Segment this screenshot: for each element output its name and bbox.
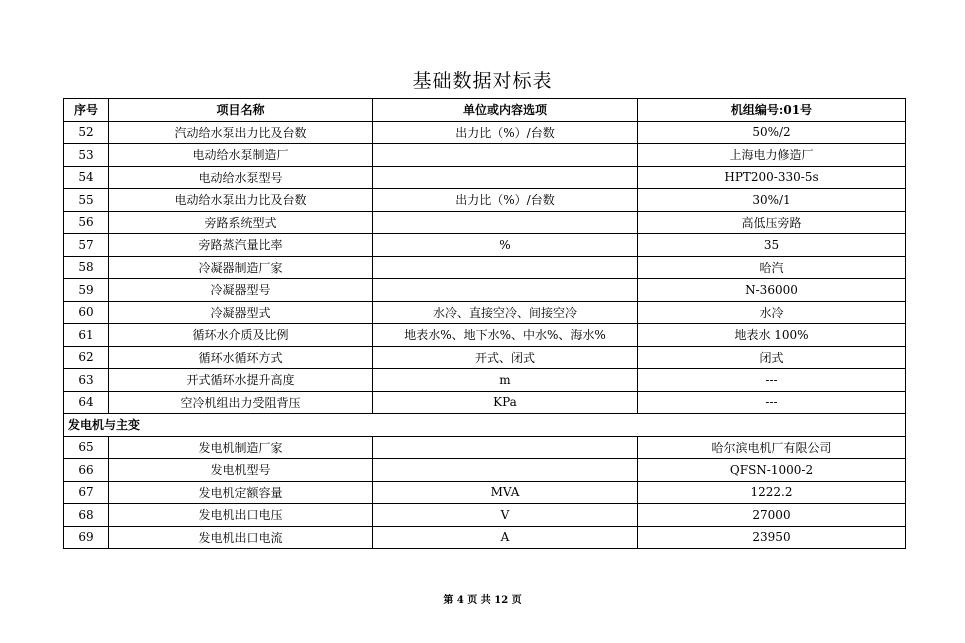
cell-unit [373,279,638,302]
table-row [64,526,906,549]
cell-unit: 出力比（%）/台数 [373,121,638,144]
cell-unit: A [373,526,638,549]
table-row [64,279,906,302]
cell-name: 开式循环水提升高度 [109,369,373,392]
table-row [64,144,906,167]
cell-no: 63 [64,369,109,392]
cell-unit: 地表水%、地下水%、中水%、海水% [373,324,638,347]
table-row [64,121,906,144]
header-unit: 单位或内容选项 [373,99,638,122]
cell-no: 66 [64,459,109,482]
header-no: 序号 [64,99,109,122]
cell-value: 高低压旁路 [638,211,906,234]
cell-name: 冷凝器型号 [109,279,373,302]
cell-unit [373,436,638,459]
cell-value: --- [638,369,906,392]
cell-unit: % [373,234,638,257]
cell-unit: V [373,504,638,527]
table-row [64,234,906,257]
cell-no: 54 [64,166,109,189]
cell-value: 哈汽 [638,256,906,279]
table-row [64,324,906,347]
cell-unit: MVA [373,481,638,504]
cell-no: 57 [64,234,109,257]
cell-value: 27000 [638,504,906,527]
cell-no: 53 [64,144,109,167]
cell-name: 电动给水泵型号 [109,166,373,189]
table-row [64,166,906,189]
table-row [64,481,906,504]
cell-name: 发电机出口电压 [109,504,373,527]
cell-value: 30%/1 [638,189,906,212]
cell-no: 68 [64,504,109,527]
cell-unit [373,144,638,167]
cell-value: 23950 [638,526,906,549]
section-body [64,414,906,437]
cell-name: 发电机出口电流 [109,526,373,549]
cell-unit: 开式、闭式 [373,346,638,369]
table-row [64,436,906,459]
cell-value: QFSN-1000-2 [638,459,906,482]
table-row [64,504,906,527]
table-header-row [64,99,906,122]
cell-name: 电动给水泵出力比及台数 [109,189,373,212]
cell-unit: KPa [373,391,638,414]
cell-no: 59 [64,279,109,302]
table-row [64,189,906,212]
page-footer: 第 4 页 共 12 页 [443,595,522,606]
cell-no: 55 [64,189,109,212]
cell-no: 61 [64,324,109,347]
cell-no: 60 [64,301,109,324]
cell-value: 上海电力修造厂 [638,144,906,167]
cell-value: 50%/2 [638,121,906,144]
table-row [64,211,906,234]
section-title: 发电机与主变 [64,414,906,437]
data-table [63,98,906,549]
page-title: 基础数据对标表 [412,70,553,92]
cell-value: 35 [638,234,906,257]
cell-name: 电动给水泵制造厂 [109,144,373,167]
table-row [64,369,906,392]
cell-name: 发电机制造厂家 [109,436,373,459]
cell-unit: m [373,369,638,392]
cell-name: 发电机定额容量 [109,481,373,504]
header-name: 项目名称 [109,99,373,122]
cell-name: 冷凝器制造厂家 [109,256,373,279]
cell-no: 58 [64,256,109,279]
cell-value: 闭式 [638,346,906,369]
cell-no: 52 [64,121,109,144]
table-body-a [64,121,906,414]
cell-value: N-36000 [638,279,906,302]
cell-no: 69 [64,526,109,549]
table-row [64,459,906,482]
cell-value: 地表水 100% [638,324,906,347]
cell-name: 汽动给水泵出力比及台数 [109,121,373,144]
cell-unit: 水冷、直接空冷、间接空冷 [373,301,638,324]
cell-value: 水冷 [638,301,906,324]
header-value: 机组编号:01号 [638,99,906,122]
cell-unit [373,459,638,482]
cell-unit [373,211,638,234]
cell-name: 循环水介质及比例 [109,324,373,347]
cell-name: 冷凝器型式 [109,301,373,324]
cell-name: 旁路蒸汽量比率 [109,234,373,257]
cell-value: 哈尔滨电机厂有限公司 [638,436,906,459]
cell-name: 旁路系统型式 [109,211,373,234]
table-row [64,256,906,279]
table-row [64,391,906,414]
cell-no: 56 [64,211,109,234]
cell-no: 62 [64,346,109,369]
cell-value: --- [638,391,906,414]
cell-name: 发电机型号 [109,459,373,482]
cell-no: 64 [64,391,109,414]
cell-value: HPT200-330-5s [638,166,906,189]
cell-no: 65 [64,436,109,459]
cell-name: 循环水循环方式 [109,346,373,369]
cell-value: 1222.2 [638,481,906,504]
table-row [64,346,906,369]
cell-unit: 出力比（%）/台数 [373,189,638,212]
section-row [64,414,906,437]
table-row [64,301,906,324]
table-body-b [64,436,906,549]
cell-no: 67 [64,481,109,504]
cell-unit [373,166,638,189]
cell-name: 空冷机组出力受阻背压 [109,391,373,414]
cell-unit [373,256,638,279]
